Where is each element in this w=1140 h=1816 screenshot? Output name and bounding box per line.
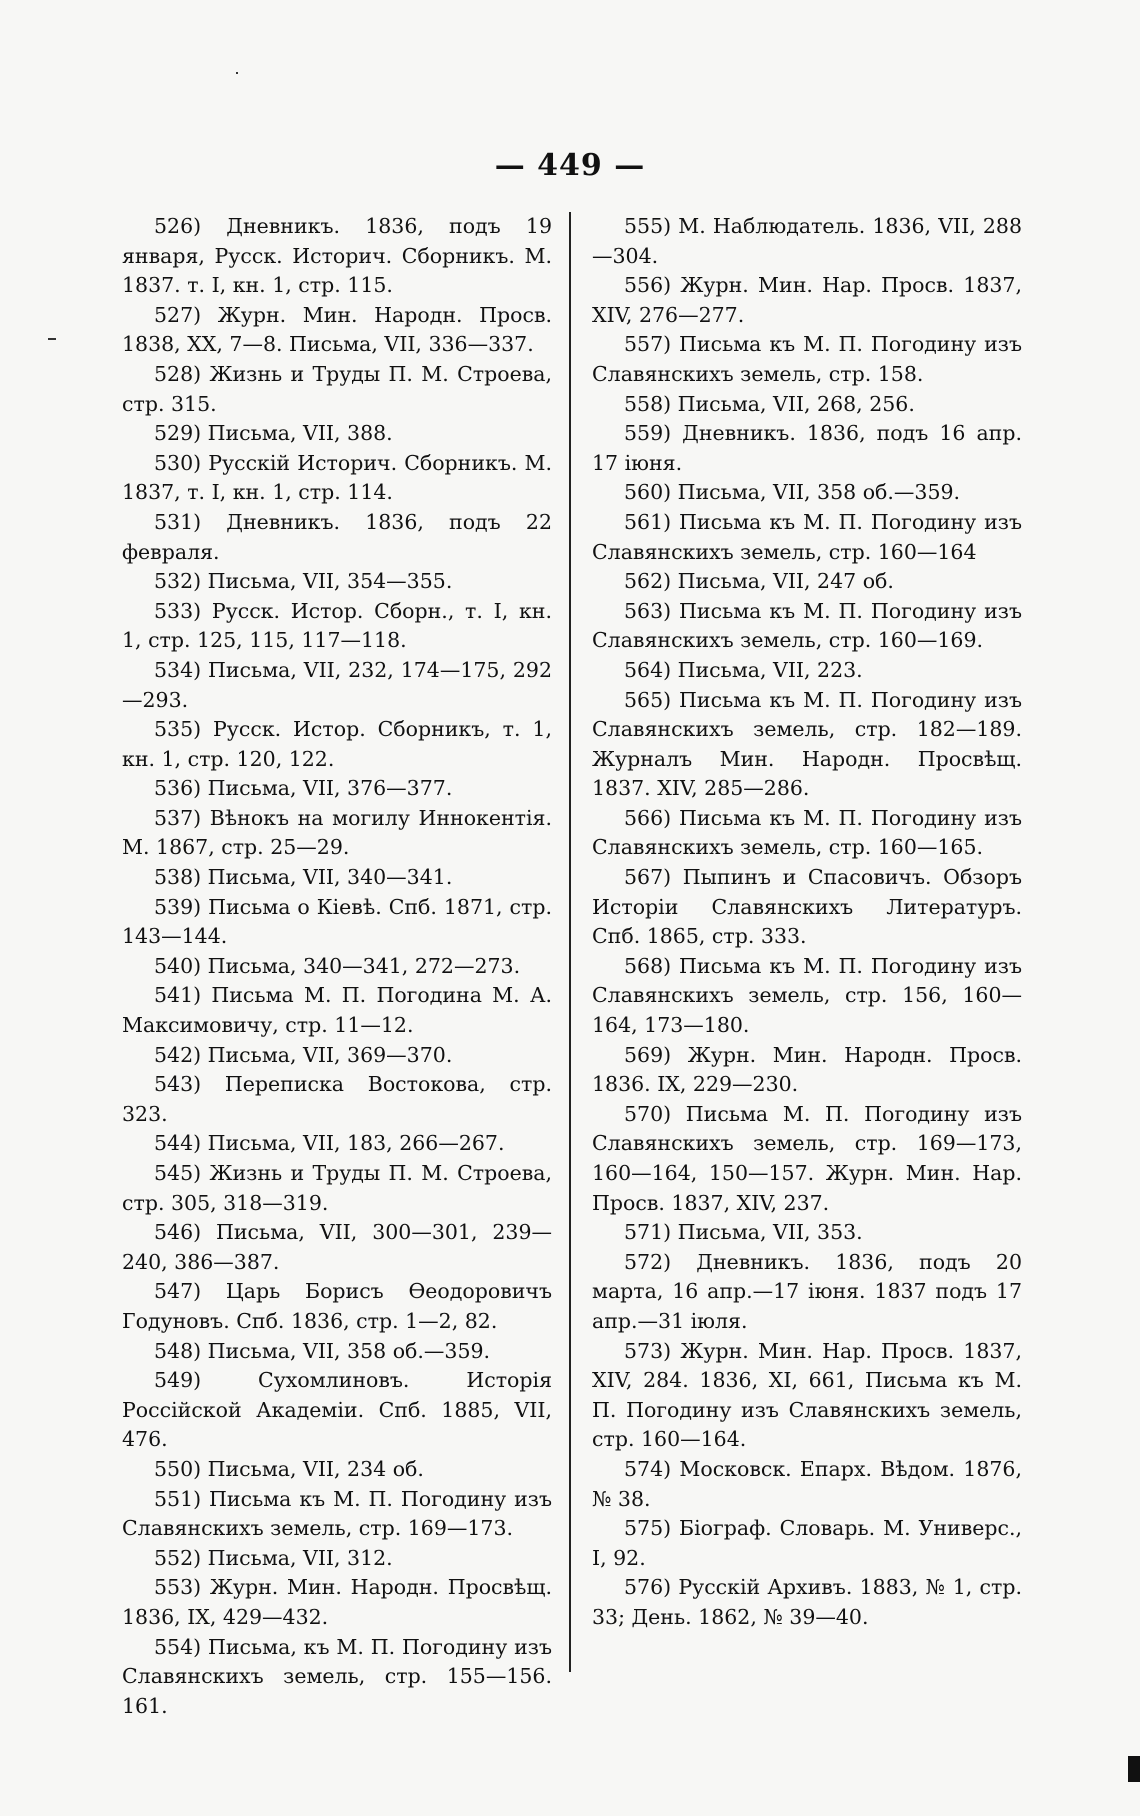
- footnote-entry: 534) Письма, VII, 232, 174—175, 292—293.: [122, 657, 552, 712]
- footnote-entry: 527) Журн. Мин. Народн. Просв. 1838, XX, 7—8. Письма, VII, 336—337.: [122, 302, 552, 357]
- footnote-entry: 555) М. Наблюдатель. 1836, VII, 288—304.: [592, 214, 1022, 268]
- footnote-entry: 528) Жизнь и Труды П. М. Строева, стр. 315.: [122, 361, 552, 416]
- footnote-entry: 543) Переписка Востокова, стр. 323.: [122, 1072, 552, 1126]
- footnote-entry: 529) Письма, VII, 388.: [154, 421, 393, 446]
- footnote-entry: 574) Московск. Епарх. Вѣдом. 1876, № 38.: [592, 1456, 1022, 1511]
- footnote-entry: 563) Письма къ М. П. Погодину изъ Славянскихъ земель, стр. 160—169.: [592, 598, 1022, 653]
- footnote-entry: 540) Письма, 340—341, 272—273.: [154, 953, 521, 978]
- footnote-entry: 530) Русскій Историч. Сборникъ. М. 1837, т. I, кн. 1, стр. 114.: [122, 450, 552, 505]
- footnote-entry: 571) Письма, VII, 353.: [624, 1220, 863, 1245]
- footnote-entry: 546) Письма, VII, 300—301, 239—240, 386—387.: [122, 1220, 552, 1274]
- footnote-entry: 558) Письма, VII, 268, 256.: [624, 391, 915, 416]
- footnote-entry: 565) Письма къ М. П. Погодину изъ Славянскихъ земель, стр. 182—189. Журналъ Мин. Народн. Просвѣщ. 1837. XIV, 285—286.: [592, 687, 1022, 801]
- footnote-entry: 569) Журн. Мин. Народн. Просв. 1836. IX, 229—230.: [592, 1042, 1022, 1097]
- footnote-entry: 538) Письма, VII, 340—341.: [154, 865, 453, 890]
- footnote-entry: 548) Письма, VII, 358 об.—359.: [154, 1338, 491, 1363]
- footnote-entry: 564) Письма, VII, 223.: [624, 657, 863, 682]
- footnote-entry: 537) Вѣнокъ на могилу Иннокентія. М. 1867, стр. 25—29.: [122, 805, 552, 860]
- footnote-entry: 568) Письма къ М. П. Погодину изъ Славянскихъ земель, стр. 156, 160—164, 173—180.: [592, 953, 1022, 1038]
- stray-mark-dot: [236, 72, 238, 74]
- footnote-entry: 536) Письма, VII, 376—377.: [154, 776, 453, 801]
- footnote-entry: 572) Дневникъ. 1836, подъ 20 марта, 16 апр.—17 іюня. 1837 подъ 17 апр.—31 іюля.: [592, 1249, 1022, 1333]
- footnote-entry: 545) Жизнь и Труды П. М. Строева, стр. 305, 318—319.: [122, 1161, 552, 1215]
- footnote-entry: 552) Письма, VII, 312.: [154, 1545, 393, 1570]
- footnote-entry: 550) Письма, VII, 234 об.: [154, 1456, 424, 1481]
- footnote-entry: 566) Письма къ М. П. Погодину изъ Славянскихъ земель, стр. 160—165.: [592, 805, 1022, 860]
- footnote-entry: 554) Письма, къ М. П. Погодину изъ Славянскихъ земель, стр. 155—156. 161.: [122, 1634, 552, 1718]
- footnote-entry: 547) Царь Борисъ Ѳеодоровичъ Годуновъ. Спб. 1836, стр. 1—2, 82.: [122, 1279, 552, 1333]
- footnote-entry: 541) Письма М. П. Погодина М. А. Максимовичу, стр. 11—12.: [122, 983, 552, 1038]
- footnote-entry: 560) Письма, VII, 358 об.—359.: [624, 480, 961, 505]
- footnote-entry: 575) Біограф. Словарь. М. Универс., I, 92.: [592, 1516, 1022, 1570]
- footnote-entry: 561) Письма къ М. П. Погодину изъ Славянскихъ земель, стр. 160—164: [592, 509, 1022, 564]
- footnote-entry: 556) Журн. Мин. Нар. Просв. 1837, XIV, 276—277.: [592, 273, 1022, 327]
- footnote-entry: 576) Русскій Архивъ. 1883, № 1, стр. 33; День. 1862, № 39—40.: [592, 1575, 1022, 1629]
- footnote-entry: 549) Сухомлиновъ. Исторія Россійской Академіи. Спб. 1885, VII, 476.: [122, 1368, 552, 1452]
- footnote-entry: 562) Письма, VII, 247 об.: [624, 569, 894, 594]
- footnote-entry: 532) Письма, VII, 354—355.: [154, 569, 453, 594]
- notes-column-right: [592, 212, 1022, 1633]
- footnote-entry: 526) Дневникъ. 1836, подъ 19 января, Русск. Историч. Сборникъ. М. 1837. т. I, кн. 1, стр. 115.: [122, 214, 552, 298]
- footnote-entry: 573) Журн. Мин. Нар. Просв. 1837, XIV, 284. 1836, XI, 661, Письма къ М. П. Погодину изъ Славянскихъ земель, стр. 160—164.: [592, 1338, 1022, 1452]
- footnote-entry: 544) Письма, VII, 183, 266—267.: [154, 1131, 505, 1156]
- stray-mark-corner: [1128, 1756, 1140, 1782]
- footnote-entry: 570) Письма М. П. Погодину изъ Славянскихъ земель, стр. 169—173, 160—164, 150—157. Журн. Мин. Нар. Просв. 1837, XIV, 237.: [592, 1101, 1022, 1215]
- footnote-entry: 531) Дневникъ. 1836, подъ 22 февраля.: [122, 509, 552, 564]
- footnote-entry: 559) Дневникъ. 1836, подъ 16 апр. 17 іюня.: [592, 421, 1022, 475]
- footnote-entry: 551) Письма къ М. П. Погодину изъ Славянскихъ земель, стр. 169—173.: [122, 1486, 552, 1541]
- footnote-entry: 542) Письма, VII, 369—370.: [154, 1042, 453, 1067]
- footnote-entry: 533) Русск. Истор. Сборн., т. I, кн. 1, стр. 125, 115, 117—118.: [122, 598, 552, 653]
- footnote-entry: 553) Журн. Мин. Народн. Просвѣщ. 1836, IX, 429—432.: [122, 1575, 552, 1629]
- column-divider: [569, 212, 571, 1672]
- stray-mark-dash: [48, 338, 56, 340]
- footnote-entry: 535) Русск. Истор. Сборникъ, т. 1, кн. 1, стр. 120, 122.: [122, 717, 552, 771]
- footnote-entry: 557) Письма къ М. П. Погодину изъ Славянскихъ земель, стр. 158.: [592, 332, 1022, 386]
- footnote-entry: 539) Письма о Кіевѣ. Спб. 1871, стр. 143—144.: [122, 894, 552, 949]
- footnote-entry: 567) Пыпинъ и Спасовичъ. Обзоръ Исторіи Славянскихъ Литературъ. Спб. 1865, стр. 333.: [592, 865, 1022, 949]
- notes-column-left: [122, 212, 552, 1721]
- page-number: — 449 —: [494, 148, 646, 183]
